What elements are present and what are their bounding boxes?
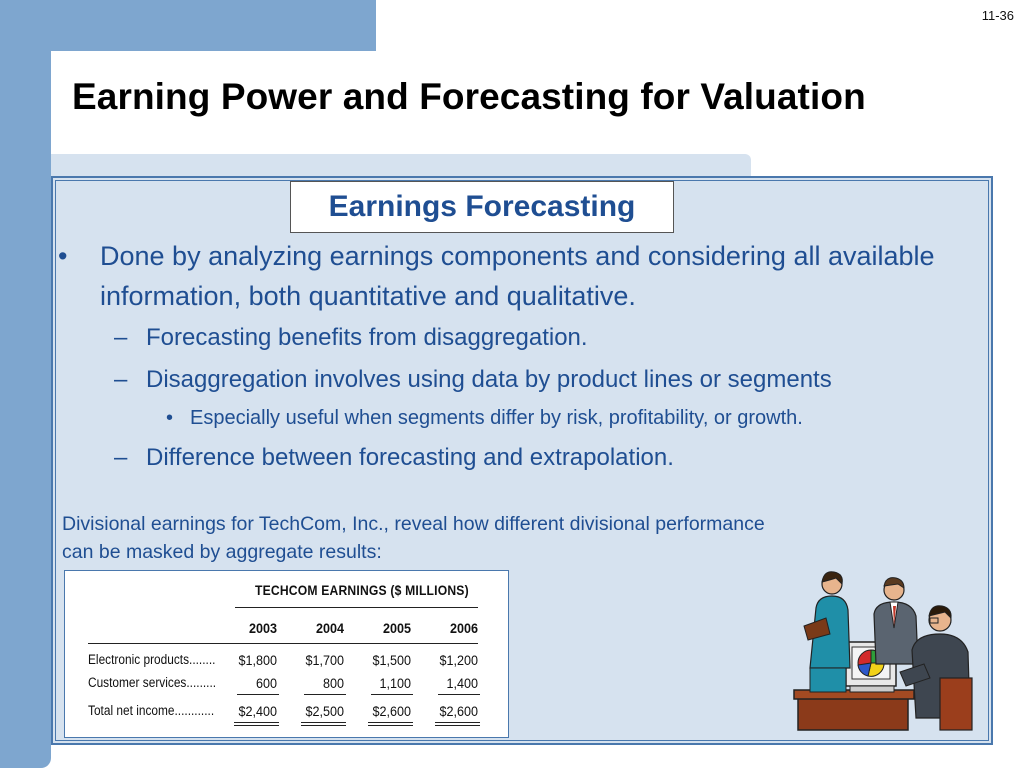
table-cell: $2,600 xyxy=(439,703,478,719)
sum-underline xyxy=(237,694,279,695)
sum-underline xyxy=(438,694,480,695)
table-cell: $2,600 xyxy=(372,703,411,719)
table-cell: 800 xyxy=(322,675,344,691)
subheading: Earnings Forecasting xyxy=(328,190,636,223)
row-label: Electronic products........ xyxy=(88,652,216,667)
table-cell: $2,500 xyxy=(305,703,344,719)
bullet-marker: – xyxy=(114,444,128,471)
total-double-underline xyxy=(435,722,480,723)
column-header-year: 2004 xyxy=(315,620,344,636)
bullet-text: Disaggregation involves using data by product lines or segments xyxy=(146,366,832,393)
sum-underline xyxy=(371,694,413,695)
table-cell: 600 xyxy=(255,675,277,691)
bullet-item xyxy=(58,360,988,400)
business-meeting-clipart xyxy=(790,568,975,733)
bullet-marker: – xyxy=(114,366,128,393)
bullet-marker: • xyxy=(166,407,174,429)
decorative-left-bar xyxy=(0,0,51,768)
decorative-top-bar xyxy=(0,0,376,51)
bullet-text: Especially useful when segments differ by risk, profitability, or growth. xyxy=(190,407,803,429)
table-rule xyxy=(235,607,478,608)
slide-number: 11-36 xyxy=(981,8,1014,23)
bullet-item xyxy=(58,438,988,478)
bullet-list xyxy=(58,236,988,478)
bullet-text: Forecasting benefits from disaggregation. xyxy=(146,324,588,351)
column-header-year: 2005 xyxy=(382,620,411,636)
bullet-marker: • xyxy=(58,241,68,271)
subheading-box xyxy=(290,181,674,233)
bullet-item xyxy=(58,400,988,436)
total-double-underline xyxy=(368,722,413,723)
total-double-underline xyxy=(234,722,279,723)
bullet-text: Difference between forecasting and extrapolation. xyxy=(146,444,674,471)
bullet-marker: – xyxy=(114,324,128,351)
total-double-underline xyxy=(234,725,279,726)
table-cell: $2,400 xyxy=(238,703,277,719)
row-label: Total net income............ xyxy=(88,703,215,718)
slide-title: Earning Power and Forecasting for Valuation xyxy=(72,76,866,117)
table-cell: $1,700 xyxy=(305,652,344,668)
table-cell: $1,200 xyxy=(439,652,478,668)
table-cell: 1,100 xyxy=(379,675,411,691)
total-double-underline xyxy=(301,722,346,723)
table-caption: Divisional earnings for TechCom, Inc., reveal how different divisional performance can be masked by aggregate results: xyxy=(62,513,765,563)
table-rule xyxy=(88,643,478,644)
column-header-year: 2003 xyxy=(248,620,277,636)
bullet-item xyxy=(58,318,988,358)
table-cell: $1,800 xyxy=(238,652,277,668)
table-title: TECHCOM EARNINGS ($ MILLIONS) xyxy=(255,583,469,598)
total-double-underline xyxy=(301,725,346,726)
bullet-text: Done by analyzing earnings components and considering all available information, both quantitative and qualitative. xyxy=(100,241,935,311)
table-cell: $1,500 xyxy=(372,652,411,668)
bullet-item xyxy=(58,236,988,316)
table-cell: 1,400 xyxy=(446,675,478,691)
sum-underline xyxy=(304,694,346,695)
total-double-underline xyxy=(368,725,413,726)
total-double-underline xyxy=(435,725,480,726)
column-header-year: 2006 xyxy=(449,620,478,636)
row-label: Customer services......... xyxy=(88,675,217,690)
